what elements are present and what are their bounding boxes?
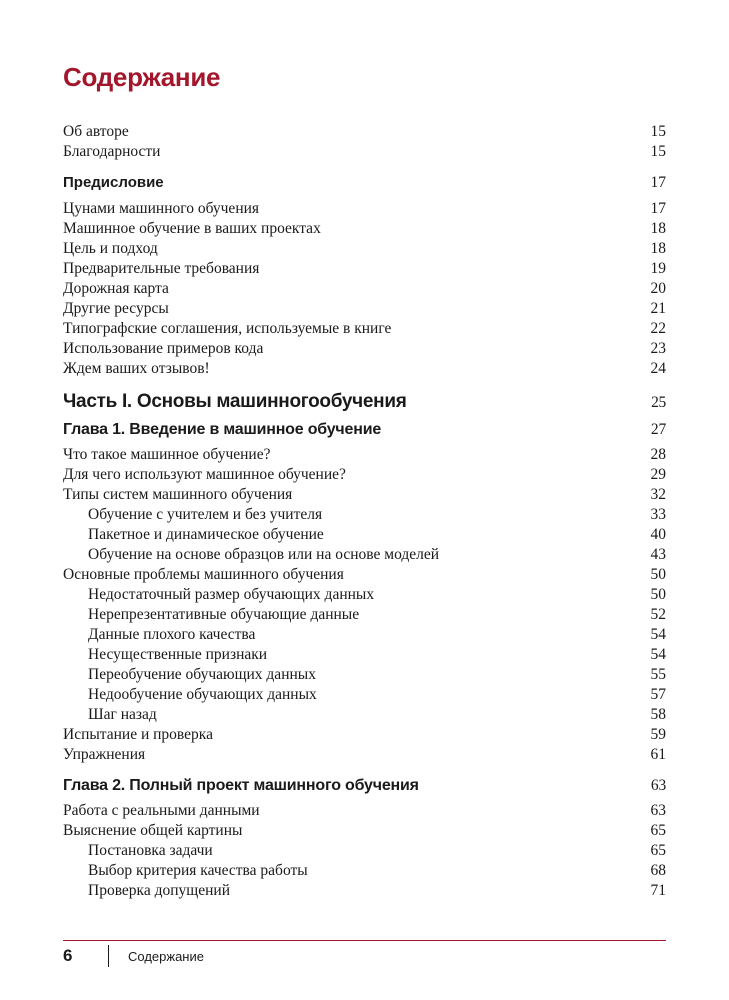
footer-running-title: Содержание (128, 949, 204, 964)
toc-entry-label: Шаг назад (88, 706, 157, 723)
toc-entry-label: Упражнения (63, 746, 146, 763)
toc-entry-label: Предисловие (63, 174, 164, 191)
toc-entry[interactable] (63, 445, 666, 465)
toc-entry-page: 24 (650, 360, 666, 377)
toc-entry-label: Что такое машинное обучение? (63, 446, 271, 463)
toc-entry[interactable] (63, 725, 666, 745)
toc-entry-label: Данные плохого качества (88, 626, 256, 643)
toc-subentry[interactable] (63, 505, 666, 525)
toc-subentry[interactable] (63, 605, 666, 625)
toc-entry[interactable] (63, 239, 666, 259)
toc-chapter-heading[interactable] (63, 775, 666, 797)
toc-entry-page: 23 (650, 340, 666, 357)
toc-subentry[interactable] (63, 545, 666, 565)
toc-entry[interactable] (63, 465, 666, 485)
footer-page-number: 6 (63, 946, 73, 965)
toc-entry-label: Цунами машинного обучения (63, 200, 260, 217)
footer-rule (63, 940, 666, 941)
toc-entry-page: 17 (650, 174, 666, 191)
toc-entry-page: 28 (650, 446, 666, 463)
toc-entry-label: Проверка допущений (88, 882, 230, 899)
toc-entry-label: Ждем ваших отзывов! (63, 360, 210, 377)
toc-entry-page: 25 (651, 394, 666, 411)
toc-entry-label: Глава 2. Полный проект машинного обучения (63, 777, 419, 794)
toc-entry-label: Выяснение общей картины (63, 822, 243, 839)
toc-entry-page: 33 (650, 506, 666, 523)
toc-entry[interactable] (63, 801, 666, 821)
toc-entry-page: 65 (650, 842, 666, 859)
toc-section-heading[interactable] (63, 173, 666, 193)
toc-entry-label: Типы систем машинного обучения (63, 486, 293, 503)
toc-entry-label: Машинное обучение в ваших проектах (63, 220, 321, 237)
toc-entry-page: 55 (650, 666, 666, 683)
toc-entry-label: Об авторе (63, 123, 129, 140)
toc-subentry[interactable] (63, 881, 666, 901)
toc-subentry[interactable] (63, 841, 666, 861)
toc-subentry[interactable] (63, 585, 666, 605)
toc-entry-page: 59 (650, 726, 666, 743)
toc-subentry[interactable] (63, 705, 666, 725)
toc-part-heading[interactable] (63, 389, 666, 415)
page-title: Содержание (63, 62, 221, 92)
toc-entry-page: 18 (650, 240, 666, 257)
toc-entry-page: 50 (650, 566, 666, 583)
toc-entry-label: Постановка задачи (88, 842, 213, 859)
toc-entry-label: Несущественные признаки (88, 646, 268, 663)
toc-entry[interactable] (63, 219, 666, 239)
toc-subentry[interactable] (63, 685, 666, 705)
toc-entry-page: 32 (650, 486, 666, 503)
toc-entry-label: Испытание и проверка (63, 726, 213, 743)
toc-entry-page: 21 (650, 300, 666, 317)
toc-entry-page: 63 (650, 777, 666, 794)
table-of-contents (63, 122, 666, 901)
toc-entry-page: 20 (650, 280, 666, 297)
toc-entry-label: Обучение с учителем и без учителя (88, 506, 323, 523)
toc-entry-page: 68 (650, 862, 666, 879)
toc-entry-label: Использование примеров кода (63, 340, 264, 357)
toc-entry-page: 61 (650, 746, 666, 763)
toc-entry-page: 22 (650, 320, 666, 337)
toc-entry-label: Обучение на основе образцов или на основе моделей (88, 546, 440, 563)
toc-entry-label: Для чего используют машинное обучение? (63, 466, 346, 483)
toc-entry-page: 54 (650, 646, 666, 663)
toc-entry[interactable] (63, 122, 666, 142)
toc-entry[interactable] (63, 339, 666, 359)
toc-entry[interactable] (63, 299, 666, 319)
toc-entry[interactable] (63, 279, 666, 299)
toc-entry-label: Глава 1. Введение в машинное обучение (63, 421, 382, 438)
toc-entry-label: Благодарности (63, 143, 161, 160)
toc-entry-page: 57 (650, 686, 666, 703)
toc-entry-label: Другие ресурсы (63, 300, 169, 317)
toc-entry-page: 54 (650, 626, 666, 643)
toc-entry-label: Недообучение обучающих данных (88, 686, 317, 703)
toc-entry-page: 58 (650, 706, 666, 723)
toc-entry-page: 71 (650, 882, 666, 899)
toc-entry-label: Основные проблемы машинного обучения (63, 566, 344, 583)
toc-subentry[interactable] (63, 525, 666, 545)
toc-entry-label: Недостаточный размер обучающих данных (88, 586, 375, 603)
toc-subentry[interactable] (63, 625, 666, 645)
toc-entry-label: Пакетное и динамическое обучение (88, 526, 324, 543)
toc-entry-page: 17 (650, 200, 666, 217)
toc-entry[interactable] (63, 565, 666, 585)
toc-entry-label: Дорожная карта (63, 280, 169, 297)
toc-entry-page: 52 (650, 606, 666, 623)
toc-entry-label: Нерепрезентативные обучающие данные (88, 606, 360, 623)
toc-entry-page: 27 (650, 421, 666, 438)
footer-separator (108, 945, 109, 967)
toc-entry-label: Часть I. Основы машинногообучения (63, 391, 407, 412)
toc-entry-page: 50 (650, 586, 666, 603)
toc-entry-page: 18 (650, 220, 666, 237)
toc-entry[interactable] (63, 359, 666, 379)
toc-subentry[interactable] (63, 665, 666, 685)
toc-subentry[interactable] (63, 861, 666, 881)
toc-entry[interactable] (63, 259, 666, 279)
toc-entry-label: Цель и подход (63, 240, 158, 257)
toc-entry-page: 19 (650, 260, 666, 277)
toc-entry[interactable] (63, 319, 666, 339)
toc-entry-page: 15 (650, 143, 666, 160)
toc-entry-page: 43 (650, 546, 666, 563)
toc-entry-label: Переобучение обучающих данных (88, 666, 316, 683)
toc-entry-label: Работа с реальными данными (63, 802, 260, 819)
toc-entry-page: 63 (650, 802, 666, 819)
toc-entry-page: 15 (650, 123, 666, 140)
toc-entry[interactable] (63, 485, 666, 505)
toc-entry-label: Предварительные требования (63, 260, 260, 277)
toc-entry-page: 29 (650, 466, 666, 483)
toc-entry[interactable] (63, 745, 666, 765)
toc-entry-page: 40 (650, 526, 666, 543)
toc-entry-page: 65 (650, 822, 666, 839)
toc-entry[interactable] (63, 821, 666, 841)
toc-entry[interactable] (63, 142, 666, 162)
toc-chapter-heading[interactable] (63, 419, 666, 441)
toc-entry-label: Типографские соглашения, используемые в книге (63, 320, 392, 337)
toc-entry[interactable] (63, 199, 666, 219)
toc-entry-label: Выбор критерия качества работы (88, 862, 308, 879)
toc-subentry[interactable] (63, 645, 666, 665)
